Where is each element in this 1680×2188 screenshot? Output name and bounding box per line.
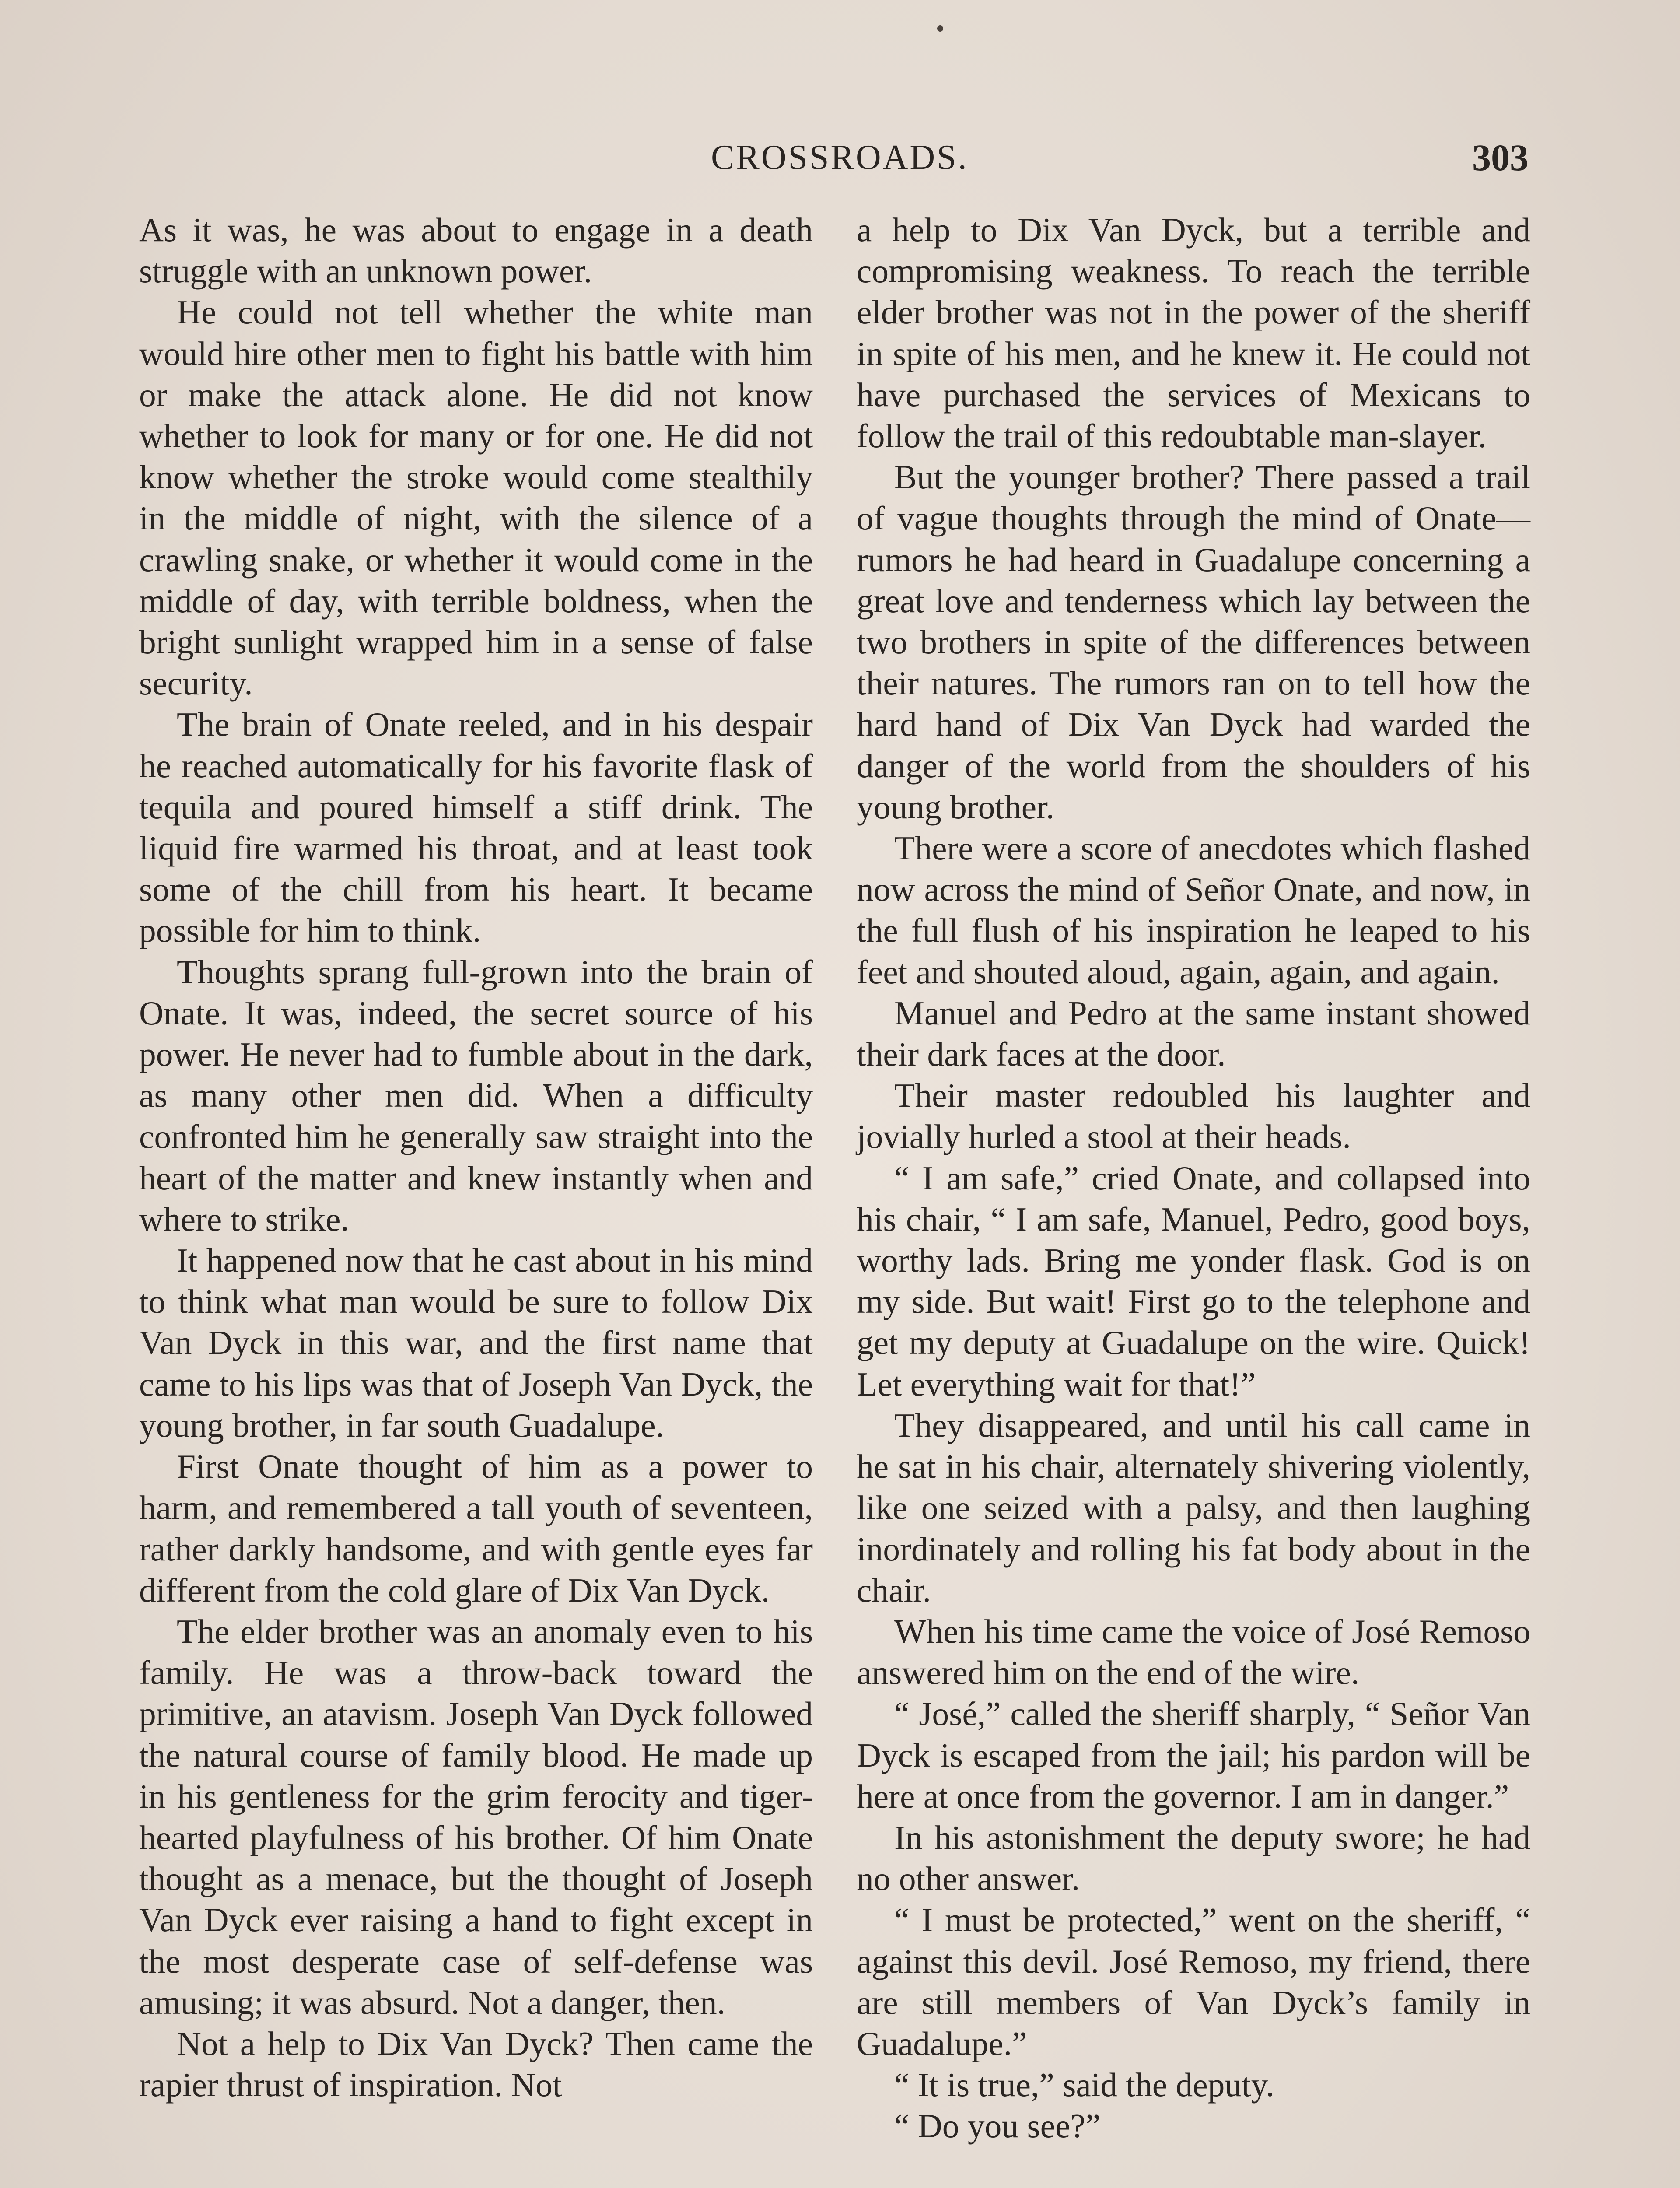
paragraph: Not a help to Dix Van Dyck? Then came the rapier thrust of inspiration. Not xyxy=(139,2024,813,2104)
paragraph: There were a score of anecdotes which flashed now across the mind of Señor Onate, and now, in the full flush of his inspiration he leaped to his feet and shouted aloud, again, again, and again. xyxy=(857,829,1530,991)
right-column xyxy=(857,209,1530,2147)
ink-speck xyxy=(937,25,943,32)
paragraph: “ I must be protected,” went on the sheriff, “ against this devil. José Remoso, my friend, there are still members of Van Dyck’s family in Guadalupe.” xyxy=(857,1901,1530,2062)
paragraph: Manuel and Pedro at the same instant showed their dark faces at the door. xyxy=(857,994,1530,1073)
paragraph: Their master redoubled his laughter and jovially hurled a stool at their heads. xyxy=(857,1076,1530,1156)
paragraph: The brain of Onate reeled, and in his despair he reached automatically for his favorite flask of tequila and poured himself a stiff drink. The liquid fire warmed his throat, and at least took some of the chill from his heart. It became possible for him to think. xyxy=(139,705,813,950)
running-title: CROSSROADS. xyxy=(711,138,969,177)
left-column xyxy=(139,209,813,2105)
running-head xyxy=(0,131,1680,184)
page-number: 303 xyxy=(1472,137,1529,179)
paragraph: They disappeared, and until his call came in he sat in his chair, alternately shivering violently, like one seized with a palsy, and then laughing inordinately and rolling his fat body about in the chair. xyxy=(857,1406,1530,1609)
paragraph: “ I am safe,” cried Onate, and collapsed into his chair, “ I am safe, Manuel, Pedro, good boys, worthy lads. Bring me yonder flask. God is on my side. But wait! First go to the telephone and get my deputy at Guadalupe on the wire. Quick! Let everything wait for that!” xyxy=(857,1159,1530,1403)
paragraph: He could not tell whether the white man would hire other men to fight his battle with him or make the attack alone. He did not know whether to look for many or for one. He did not know whether the stroke would come stealthily in the middle of night, with the silence of a crawling snake, or whether it would come in the middle of day, with terrible boldness, when the bright sunlight wrapped him in a sense of false security. xyxy=(139,293,813,702)
paragraph: But the younger brother? There passed a trail of vague thoughts through the mind of Onate—rumors he had heard in Guadalupe concerning a great love and tenderness which lay between the two brothers in spite of the differences between their natures. The rumors ran on to tell how the hard hand of Dix Van Dyck had warded the danger of the world from the shoulders of his young brother. xyxy=(857,458,1530,826)
paragraph: The elder brother was an anomaly even to his family. He was a throw-back toward the primitive, an atavism. Joseph Van Dyck followed the natural course of family blood. He made up in his gentleness for the grim ferocity and tiger-hearted playfulness of his brother. Of him Onate thought as a menace, but the thought of Joseph Van Dyck ever raising a hand to fight except in the most desperate case of self-defense was amusing; it was absurd. Not a danger, then. xyxy=(139,1612,813,2021)
paragraph: Thoughts sprang full-grown into the brain of Onate. It was, indeed, the secret source of his power. He never had to fumble about in the dark, as many other men did. When a difficulty confronted him he generally saw straight into the heart of the matter and knew instantly when and where to strike. xyxy=(139,953,813,1238)
paragraph: It happened now that he cast about in his mind to think what man would be sure to follow Dix Van Dyck in this war, and the first name that came to his lips was that of Joseph Van Dyck, the young brother, in far south Guadalupe. xyxy=(139,1241,813,1444)
paragraph: “ Do you see?” xyxy=(894,2107,1101,2145)
paragraph: In his astonishment the deputy swore; he had no other answer. xyxy=(857,1818,1530,1898)
paragraph: “ It is true,” said the deputy. xyxy=(894,2066,1274,2104)
paragraph: a help to Dix Van Dyck, but a terrible and compromising weakness. To reach the terrible elder brother was not in the power of the sheriff in spite of his men, and he knew it. He could not have purchased the services of Mexicans to follow the trail of this redoubtable man-slayer. xyxy=(857,211,1530,455)
paragraph: When his time came the voice of José Remoso answered him on the end of the wire. xyxy=(857,1612,1530,1692)
paragraph: “ José,” called the sheriff sharply, “ Señor Van Dyck is escaped from the jail; his pardon will be here at once from the governor. I am in danger.” xyxy=(857,1695,1530,1815)
paragraph: First Onate thought of him as a power to harm, and remembered a tall youth of seventeen, rather darkly handsome, and with gentle eyes far different from the cold glare of Dix Van Dyck. xyxy=(139,1448,813,1609)
paragraph: As it was, he was about to engage in a death struggle with an unknown power. xyxy=(139,211,813,290)
